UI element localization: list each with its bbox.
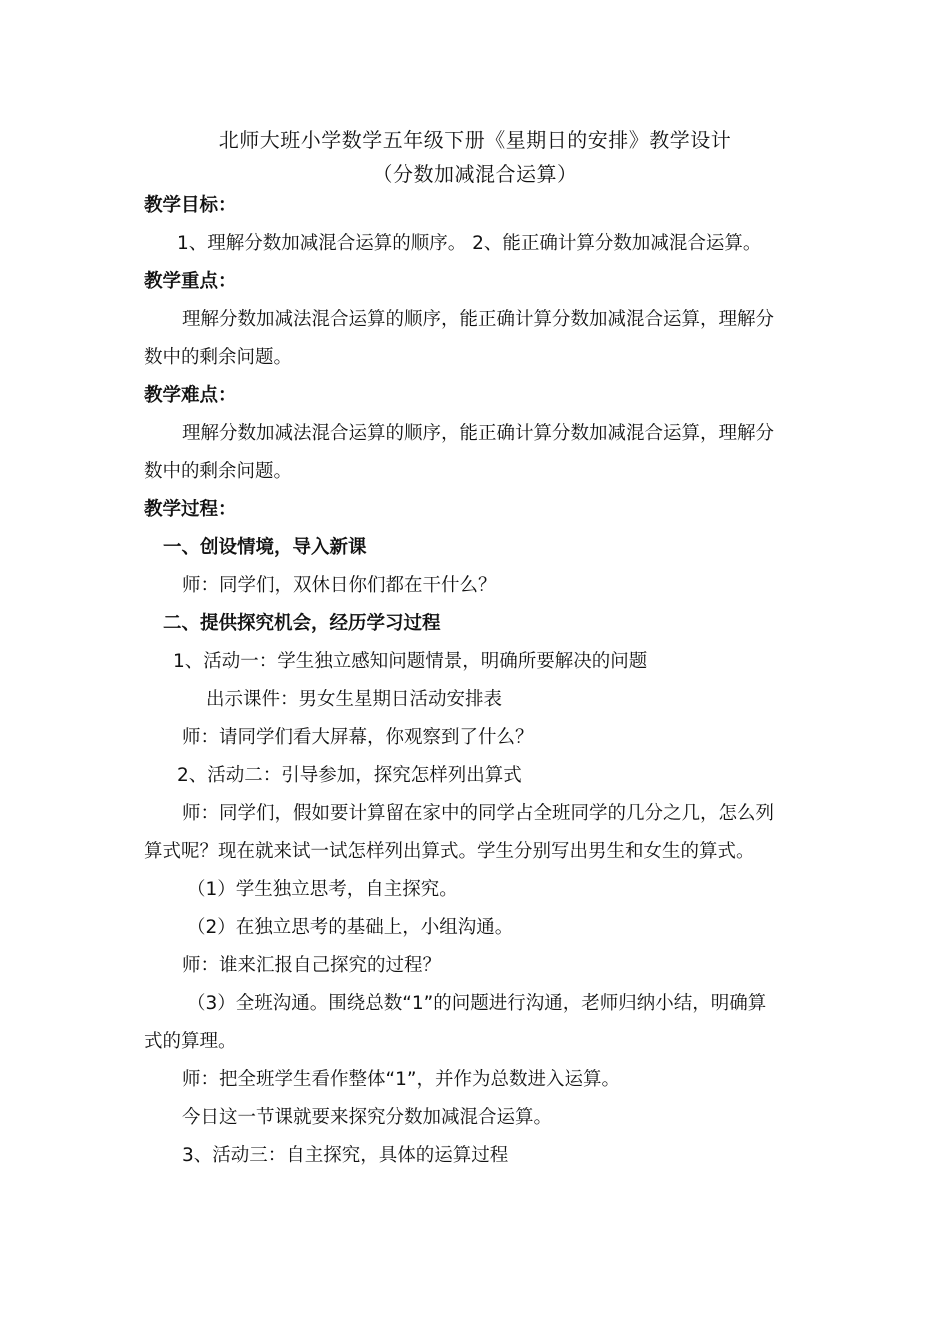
key-text-line-2: 数中的剩余问题。 [144, 347, 293, 368]
process-heading: 教学过程： [144, 499, 237, 520]
step-1: （1）学生独立思考，自主探究。 [187, 879, 458, 900]
teacher-line-1: 师：同学们，双休日你们都在干什么？ [182, 575, 497, 596]
today-line: 今日这一节课就要来探究分数加减混合运算。 [182, 1107, 553, 1128]
section-2-heading: 二、提供探究机会，经历学习过程 [163, 613, 441, 634]
activity-2: 2、活动二：引导参加，探究怎样列出算式 [177, 765, 522, 786]
teacher-line-5: 师：把全班学生看作整体“1”，并作为总数进入运算。 [182, 1069, 620, 1090]
show-courseware: 出示课件：男女生星期日活动安排表 [206, 689, 503, 710]
document-title: 北师大班小学数学五年级下册《星期日的安排》教学设计 [218, 128, 732, 152]
activity-1: 1、活动一：学生独立感知问题情景，明确所要解决的问题 [173, 651, 648, 672]
difficult-text-line-1: 理解分数加减法混合运算的顺序，能正确计算分数加减混合运算，理解分 [182, 423, 775, 444]
teacher-line-2: 师：请同学们看大屏幕，你观察到了什么？ [182, 727, 534, 748]
step-3a: （3）全班沟通。围绕总数“1”的问题进行沟通，老师归纳小结，明确算 [187, 993, 767, 1014]
key-heading: 教学重点： [144, 271, 237, 292]
step-3b: 式的算理。 [144, 1031, 237, 1052]
difficult-text-line-2: 数中的剩余问题。 [144, 461, 293, 482]
teacher-line-3b: 算式呢？现在就来试一试怎样列出算式。学生分别写出男生和女生的算式。 [144, 841, 755, 862]
difficult-heading: 教学难点： [144, 385, 237, 406]
goals-heading: 教学目标： [144, 195, 237, 216]
key-text-line-1: 理解分数加减法混合运算的顺序，能正确计算分数加减混合运算，理解分 [182, 309, 775, 330]
section-1-heading: 一、创设情境，导入新课 [163, 537, 367, 558]
activity-3: 3、活动三：自主探究，具体的运算过程 [182, 1145, 509, 1166]
teacher-line-4: 师：谁来汇报自己探究的过程？ [182, 955, 442, 976]
goals-text: 1、理解分数加减混合运算的顺序。 2、能正确计算分数加减混合运算。 [177, 233, 762, 254]
step-2: （2）在独立思考的基础上，小组沟通。 [187, 917, 514, 938]
document-subtitle: （分数加减混合运算） [372, 162, 578, 186]
teacher-line-3a: 师：同学们，假如要计算留在家中的同学占全班同学的几分之几，怎么列 [182, 803, 775, 824]
